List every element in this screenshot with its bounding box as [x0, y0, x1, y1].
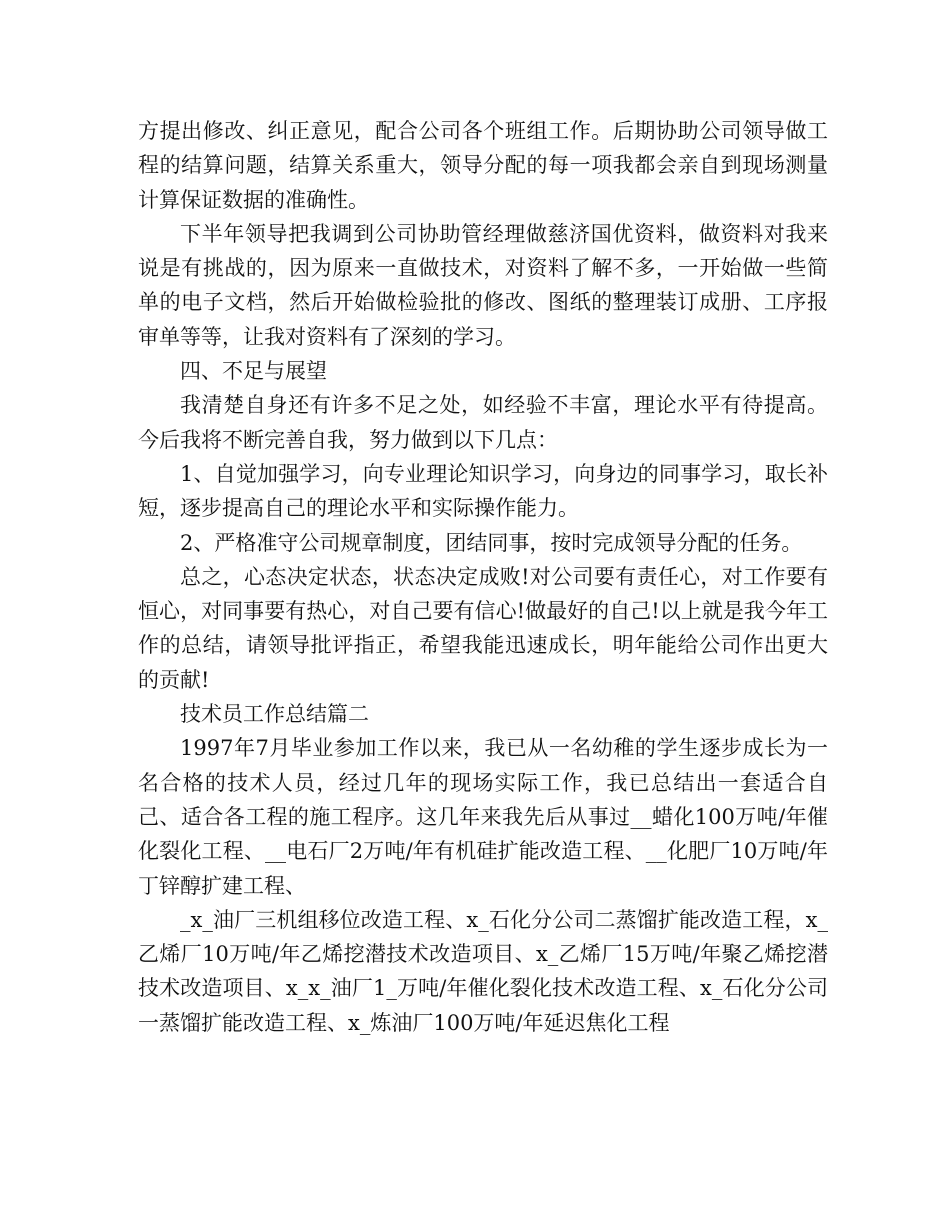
paragraph: 方提出修改、纠正意见，配合公司各个班组工作。后期协助公司领导做工程的结算问题，结算关系重大，领导分配的每一项我都会亲自到现场测量计算保证数据的准确性。	[138, 119, 828, 212]
paragraph: 1997年7月毕业参加工作以来，我已从一名幼稚的学生逐步成长为一名合格的技术人员，经过几年的现场实际工作，我已总结出一套适合自己、适合各工程的施工程序。这几年来我先后从事过__蜡化100万吨/年催化裂化工程、__电石厂2万吨/年有机硅扩能改造工程、__化肥厂10万吨/年丁锌醇扩建工程、	[138, 736, 828, 898]
section-heading: 四、不足与展望	[180, 359, 327, 384]
section-heading: 技术员工作总结篇二	[180, 702, 369, 727]
paragraph: 总之，心态决定状态，状态决定成败!对公司要有责任心，对工作要有恒心，对同事要有热心，对自己要有信心!做最好的自己!以上就是我今年工作的总结，请领导批评指正，希望我能迅速成长，明年能给公司作出更大的贡献!	[138, 564, 828, 692]
paragraph: _x_油厂三机组移位改造工程、x_石化分公司二蒸馏扩能改造工程，x_乙烯厂10万吨/年乙烯挖潜技术改造项目、x_乙烯厂15万吨/年聚乙烯挖潜技术改造项目、x_x_油厂1_万吨/年催化裂化技术改造工程、x_石化分公司一蒸馏扩能改造工程、x_炼油厂100万吨/年延迟焦化工程	[138, 907, 828, 1035]
list-item: 2、严格准守公司规章制度，团结同事，按时完成领导分配的任务。	[180, 530, 803, 555]
list-item: 1、自觉加强学习，向专业理论知识学习，向身边的同事学习，取长补短，逐步提高自己的理论水平和实际操作能力。	[138, 461, 828, 521]
document-body	[138, 114, 828, 1040]
paragraph: 我清楚自身还有许多不足之处，如经验不丰富，理论水平有待提高。今后我将不断完善自我，努力做到以下几点：	[138, 393, 828, 452]
paragraph: 下半年领导把我调到公司协助管经理做慈济国优资料，做资料对我来说是有挑战的，因为原来一直做技术，对资料了解不多，一开始做一些简单的电子文档，然后开始做检验批的修改、图纸的整理装订成册、工序报审单等等，让我对资料有了深刻的学习。	[138, 221, 828, 349]
